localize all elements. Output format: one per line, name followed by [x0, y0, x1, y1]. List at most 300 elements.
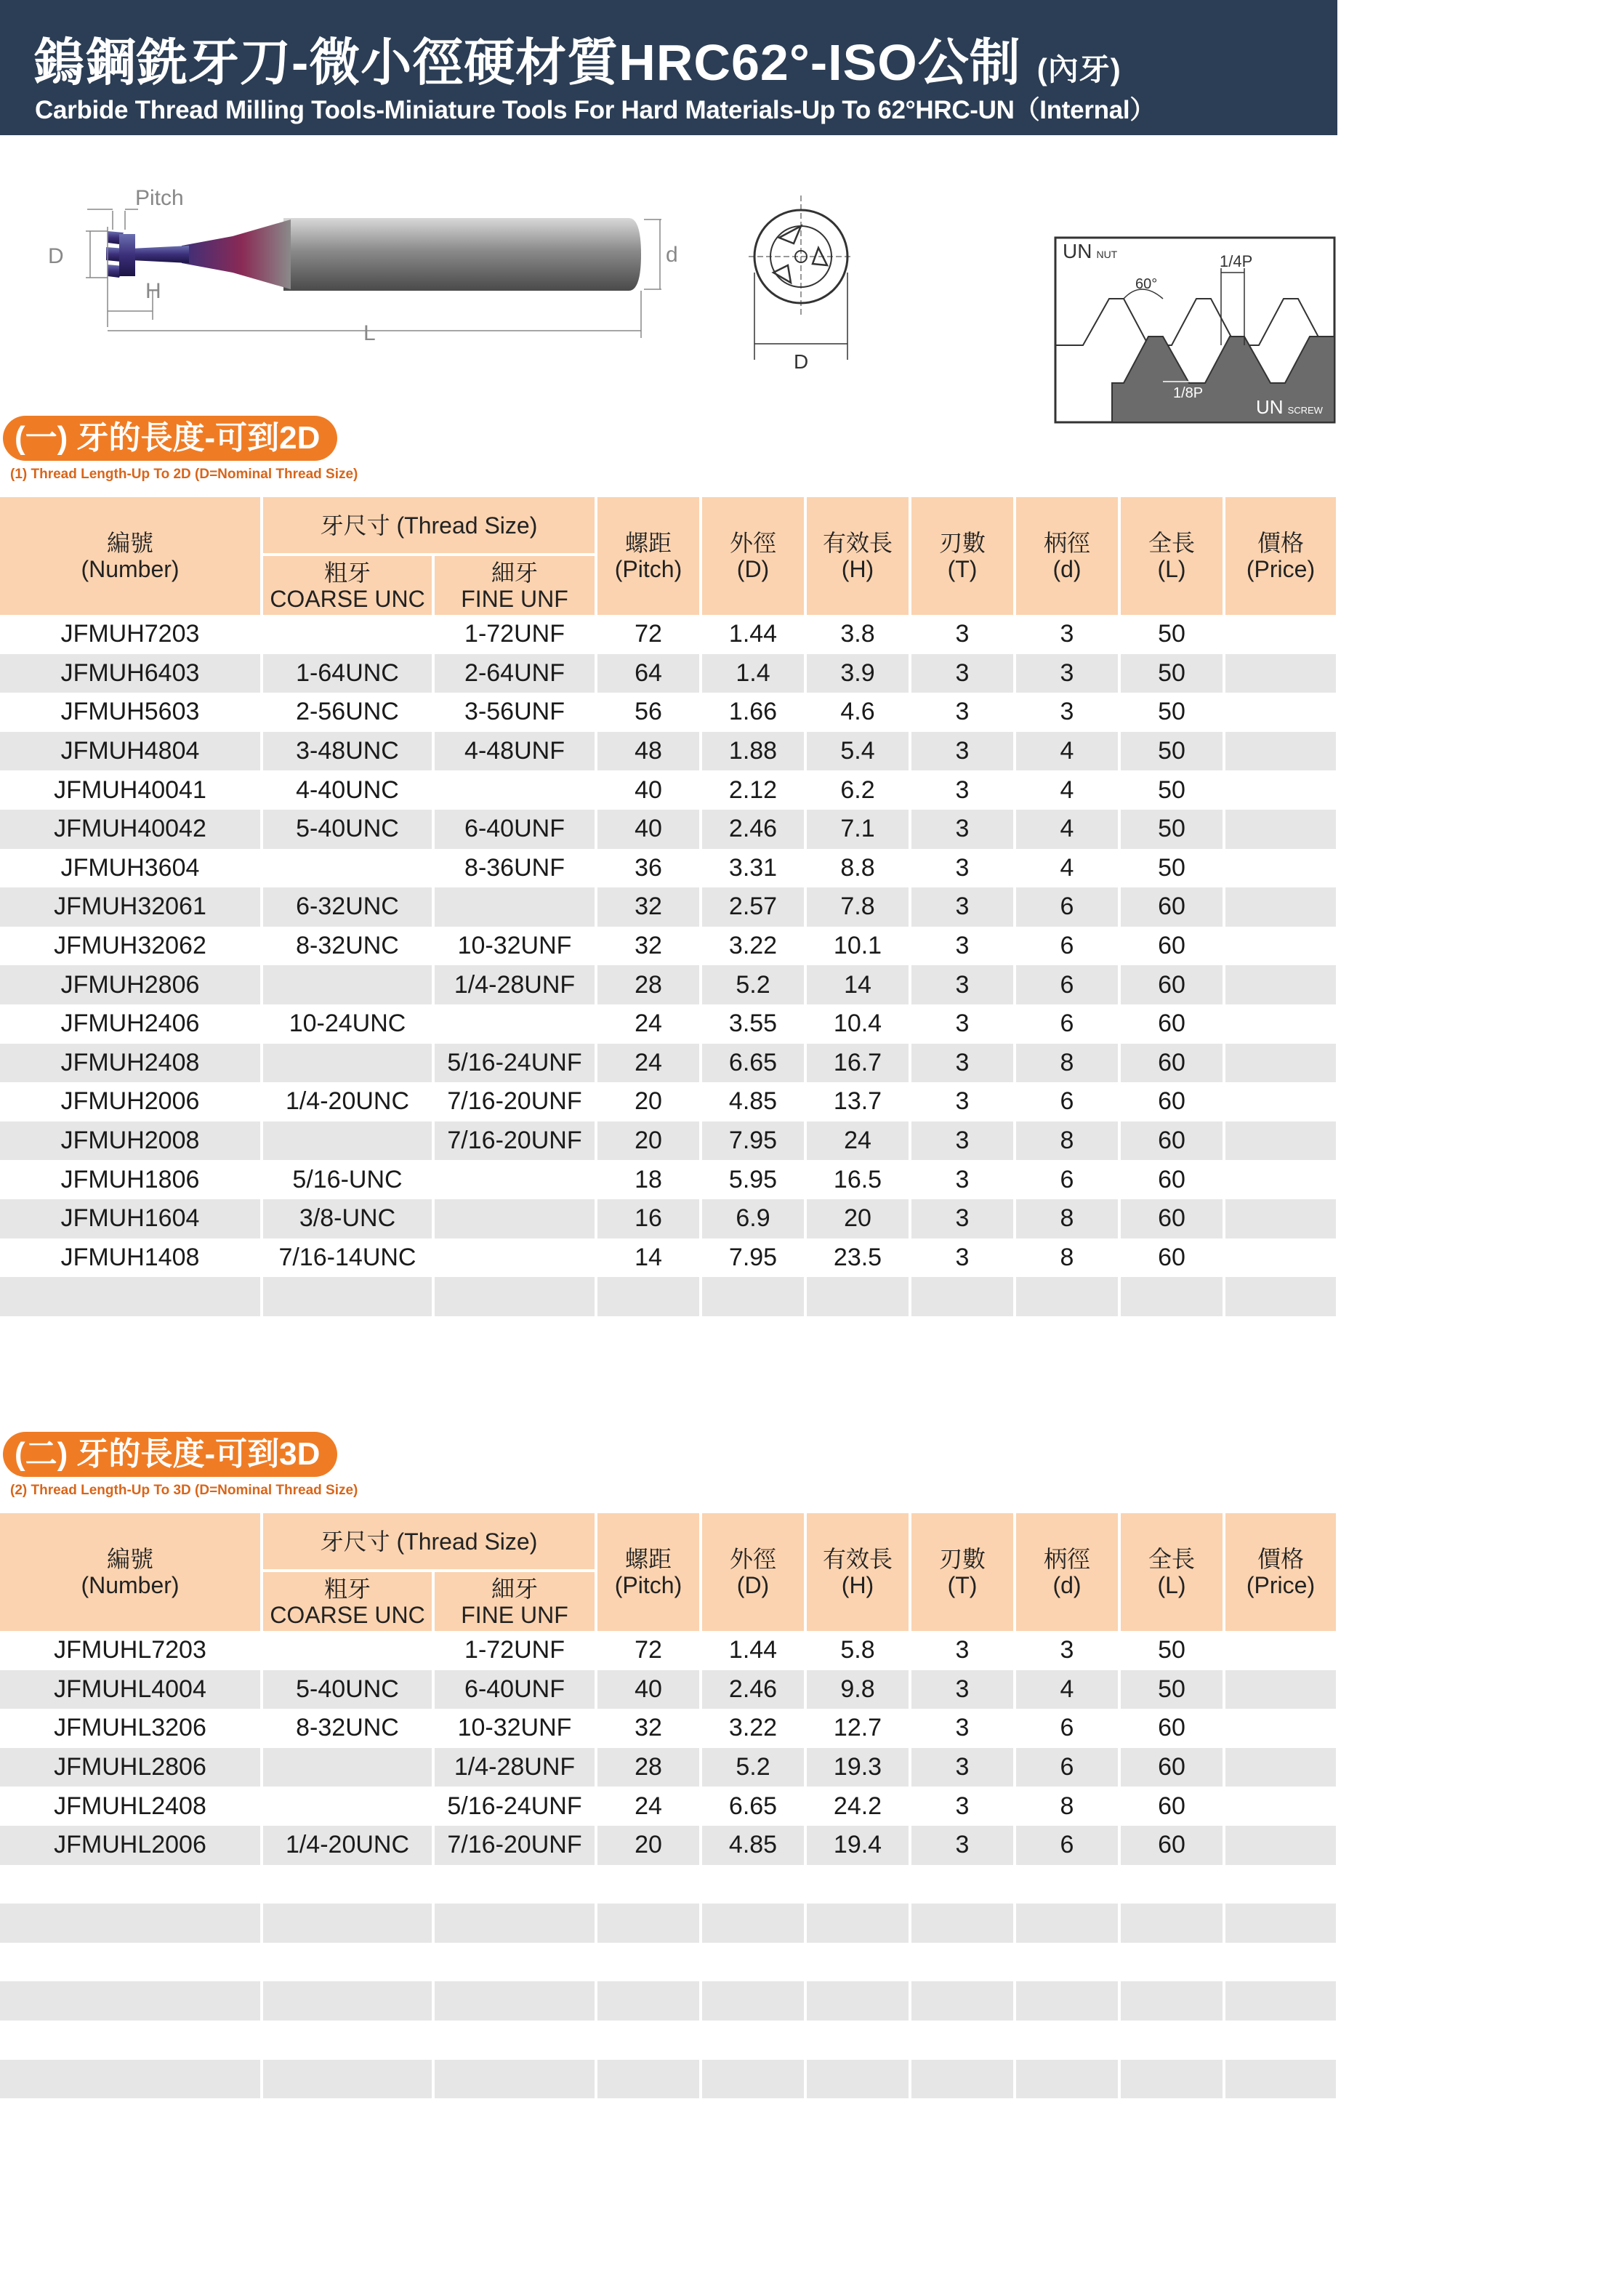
end-view-diagram [750, 193, 852, 373]
header-label: 粗牙 [323, 559, 371, 586]
cell-coarse: 8-32UNC [296, 932, 399, 960]
cell-price [1225, 1631, 1336, 1670]
header-d [702, 1513, 804, 1631]
cell-pitch [597, 1865, 699, 1904]
cell-shank: 6 [1016, 887, 1118, 927]
table-row [0, 2060, 1336, 2099]
cell-t: 3 [955, 1243, 970, 1271]
cell-number: JFMUH5603 [60, 698, 200, 726]
cell-coarse: 5-40UNC [263, 1670, 432, 1709]
table-row [0, 1709, 1336, 1748]
header-price [1225, 1513, 1336, 1631]
header-shank [1016, 1513, 1118, 1631]
cell-l: 50 [1121, 810, 1223, 849]
cell-coarse: 1/4-20UNC [285, 1087, 410, 1116]
cell-d: 5.2 [702, 965, 804, 1004]
header-pitch [597, 1513, 699, 1631]
cell-l [1121, 2021, 1223, 2060]
cell-pitch: 40 [597, 1670, 699, 1709]
cell-t: 3 [911, 732, 1013, 771]
table-row [0, 1238, 1336, 1278]
cell-fine: 5/16-24UNF [447, 1792, 582, 1820]
table-3d [0, 1513, 1336, 2098]
header-label: 全長 [1148, 530, 1195, 556]
cell-price [1225, 732, 1336, 771]
cell-shank [1016, 1981, 1118, 2021]
cell-shank: 3 [1060, 1636, 1074, 1664]
un-nut-label: UN NUT [1063, 240, 1118, 262]
cell-coarse [263, 1904, 432, 1943]
cell-d: 6.65 [702, 1044, 804, 1083]
cell-fine [435, 2060, 595, 2099]
header-h [807, 497, 909, 615]
cell-coarse [263, 1748, 432, 1787]
cell-shank: 3 [1060, 620, 1074, 648]
cell-pitch: 24 [635, 1010, 662, 1038]
header-d [702, 497, 804, 615]
table-row [0, 1981, 1336, 2021]
cell-coarse [263, 1943, 432, 1982]
header-label-en: (Number) [81, 1572, 180, 1598]
cell-coarse [263, 965, 432, 1004]
header-number [0, 497, 260, 615]
cell-number: JFMUH6403 [0, 654, 260, 693]
cell-shank: 8 [1060, 1243, 1074, 1271]
header-label: 細牙 [491, 559, 538, 586]
title-suffix: (內牙) [1036, 52, 1121, 86]
cell-fine [435, 1904, 595, 1943]
cell-coarse [263, 2060, 432, 2099]
cell-shank: 6 [1060, 932, 1074, 960]
cell-d: 1.44 [728, 620, 778, 648]
cell-l: 50 [1158, 776, 1185, 804]
cell-number: JFMUHL7203 [54, 1636, 206, 1664]
cell-fine: 10-32UNF [457, 1714, 572, 1742]
cell-price [1225, 2060, 1336, 2099]
table-row [0, 732, 1336, 771]
cell-l: 60 [1158, 1243, 1185, 1271]
header-label-en: (Number) [81, 556, 180, 582]
cell-d [702, 1981, 804, 2021]
cell-coarse [263, 1044, 432, 1083]
page-subtitle: Carbide Thread Milling Tools-Miniature Tools For Hard Materials-Up To 62°HRC-UN（Internal） [35, 96, 1156, 124]
cell-fine [435, 887, 595, 927]
cell-h [807, 1943, 909, 1982]
cell-d: 3.22 [728, 932, 778, 960]
cell-h [807, 1981, 909, 2021]
cell-pitch: 72 [635, 1636, 662, 1664]
cell-coarse [263, 1631, 432, 1670]
cell-coarse [263, 1787, 432, 1826]
cell-coarse [263, 1865, 432, 1904]
d-end-label: D [794, 350, 809, 373]
cell-d: 1.66 [728, 698, 778, 726]
cell-l: 60 [1121, 1044, 1223, 1083]
table-row [0, 1670, 1336, 1709]
cell-l: 50 [1158, 853, 1185, 882]
cell-h: 8.8 [840, 853, 875, 882]
cell-h: 3.8 [840, 620, 875, 648]
cell-pitch: 32 [635, 932, 662, 960]
cell-h: 10.4 [833, 1010, 882, 1038]
header-t [911, 1513, 1013, 1631]
cell-shank: 8 [1016, 1121, 1118, 1161]
cell-shank: 8 [1016, 1044, 1118, 1083]
cell-t: 3 [911, 1748, 1013, 1787]
header-fine [435, 1572, 595, 1631]
cell-fine: 5/16-24UNF [435, 1044, 595, 1083]
cell-price [1225, 1082, 1336, 1121]
un-screw-label: UN SCREW [1256, 396, 1323, 418]
table-row [0, 927, 1336, 966]
cell-price [1225, 615, 1336, 654]
cell-fine: 6-40UNF [435, 1670, 595, 1709]
cell-l [1121, 1277, 1223, 1316]
cell-coarse: 2-56UNC [296, 698, 399, 726]
cell-l: 60 [1158, 1010, 1185, 1038]
cell-h [807, 1904, 909, 1943]
table-header [0, 1513, 1336, 1631]
header-label-en: (d) [1052, 556, 1082, 582]
cell-coarse [263, 1121, 432, 1161]
header-label: 柄徑 [1043, 1546, 1090, 1572]
cell-price [1225, 927, 1336, 966]
cell-pitch [597, 1277, 699, 1316]
cell-d: 1.88 [702, 732, 804, 771]
cell-fine [435, 2021, 595, 2060]
table-row [0, 849, 1336, 888]
cell-d: 7.95 [702, 1121, 804, 1161]
header-label: 刃數 [938, 1546, 986, 1572]
table-row [0, 1631, 1336, 1670]
cell-d [702, 2021, 804, 2060]
header-price [1225, 497, 1336, 615]
table-row [0, 1748, 1336, 1787]
cell-coarse [263, 849, 432, 888]
header-label: 螺距 [624, 530, 672, 556]
cell-price [1225, 1670, 1336, 1709]
cell-shank [1016, 1277, 1118, 1316]
table-2d [0, 497, 1336, 1316]
cell-pitch: 32 [635, 1714, 662, 1742]
cell-fine: 3-56UNF [464, 698, 565, 726]
cell-h: 19.3 [807, 1748, 909, 1787]
header-label-en: (L) [1157, 556, 1186, 582]
cell-shank: 6 [1060, 1165, 1074, 1193]
header-label-en: (D) [736, 1572, 770, 1598]
table-row [0, 1787, 1336, 1826]
cell-coarse: 3/8-UNC [263, 1199, 432, 1238]
cell-l [1121, 1943, 1223, 1982]
cell-number: JFMUH32062 [54, 932, 206, 960]
cell-coarse: 10-24UNC [289, 1010, 406, 1038]
cell-fine: 2-64UNF [435, 654, 595, 693]
cell-pitch: 14 [635, 1243, 662, 1271]
cell-t: 3 [955, 853, 970, 882]
header-label: 價格 [1257, 530, 1304, 556]
cell-h [807, 2060, 909, 2099]
cell-t [911, 1943, 1013, 1982]
cell-l: 50 [1158, 1636, 1185, 1664]
header-number [0, 1513, 260, 1631]
cell-price [1225, 693, 1336, 732]
cell-h: 7.8 [807, 887, 909, 927]
cell-shank: 4 [1016, 732, 1118, 771]
table-header [0, 497, 1336, 615]
cell-pitch: 40 [635, 776, 662, 804]
cell-pitch: 40 [597, 810, 699, 849]
header-pitch [597, 497, 699, 615]
header-label: 柄徑 [1043, 530, 1090, 556]
header-l [1121, 497, 1223, 615]
cell-h: 5.8 [840, 1636, 875, 1664]
header-label: 刃數 [938, 530, 986, 556]
cell-fine [435, 1160, 595, 1199]
cell-fine: 7/16-20UNF [435, 1121, 595, 1161]
cell-shank [1016, 1943, 1118, 1982]
cell-h: 24 [807, 1121, 909, 1161]
header-label-en: FINE UNF [461, 585, 568, 612]
cell-pitch: 36 [635, 853, 662, 882]
cell-pitch: 32 [597, 887, 699, 927]
cell-price [1225, 1238, 1336, 1278]
table-row [0, 770, 1336, 810]
cell-shank: 6 [1060, 1010, 1074, 1038]
cell-number: JFMUHL4004 [0, 1670, 260, 1709]
cell-number: JFMUH2806 [0, 965, 260, 1004]
cell-d [702, 2060, 804, 2099]
cell-number: JFMUH2408 [0, 1044, 260, 1083]
table-row [0, 1904, 1336, 1943]
cell-shank: 6 [1060, 1087, 1074, 1116]
cell-price [1225, 1748, 1336, 1787]
cell-number: JFMUHL2006 [0, 1826, 260, 1865]
header-label-en: (T) [947, 556, 978, 582]
cell-l: 60 [1121, 1121, 1223, 1161]
cell-l [1121, 1865, 1223, 1904]
cell-t [911, 1277, 1013, 1316]
header-shank [1016, 497, 1118, 615]
cell-h: 3.9 [807, 654, 909, 693]
cell-shank: 4 [1016, 810, 1118, 849]
cell-l: 60 [1158, 1165, 1185, 1193]
section2-note: (2) Thread Length-Up To 3D (D=Nominal Thread Size) [10, 1483, 358, 1498]
cell-number: JFMUHL2408 [54, 1792, 206, 1820]
cell-fine [435, 770, 595, 810]
header-label: 有效長 [822, 1546, 893, 1572]
cell-fine: 6-40UNF [435, 810, 595, 849]
cell-number: JFMUH4804 [0, 732, 260, 771]
cell-t: 3 [955, 1010, 970, 1038]
cell-shank [1016, 2021, 1118, 2060]
cell-fine: 10-32UNF [457, 932, 572, 960]
cell-pitch: 56 [635, 698, 662, 726]
cell-number [0, 1904, 260, 1943]
cell-coarse: 3-48UNC [263, 732, 432, 771]
title-main: 鎢鋼銑牙刀-微小徑硬材質HRC62°-ISO公制 [33, 34, 1021, 91]
cell-number: JFMUH40041 [54, 776, 206, 804]
header-h [807, 1513, 909, 1631]
cell-price [1225, 2021, 1336, 2060]
header-label: 牙尺寸 (Thread Size) [320, 1528, 538, 1555]
cell-number [0, 1943, 260, 1982]
cell-fine [435, 1981, 595, 2021]
cell-t: 3 [911, 1670, 1013, 1709]
quarter-p-label: 1/4P [1220, 252, 1253, 270]
cell-t: 3 [911, 887, 1013, 927]
cell-shank: 4 [1016, 1670, 1118, 1709]
table-row [0, 654, 1336, 693]
cell-price [1225, 1004, 1336, 1044]
cell-d: 3.31 [728, 853, 778, 882]
cell-h: 6.2 [840, 776, 875, 804]
cell-l: 60 [1121, 1748, 1223, 1787]
cell-d: 3.22 [728, 1714, 778, 1742]
cell-price [1225, 1121, 1336, 1161]
cell-pitch: 72 [635, 620, 662, 648]
header-thread-size [263, 497, 595, 553]
table-row [0, 1826, 1336, 1865]
cell-h [807, 1865, 909, 1904]
cell-price [1225, 1981, 1336, 2021]
cell-l: 50 [1121, 732, 1223, 771]
cell-pitch: 28 [597, 1748, 699, 1787]
cell-coarse [263, 1277, 432, 1316]
cell-shank: 6 [1016, 965, 1118, 1004]
cell-fine: 1/4-28UNF [435, 1748, 595, 1787]
table-row [0, 965, 1336, 1004]
header-label-en: (Pitch) [614, 1572, 682, 1598]
cell-h: 13.7 [833, 1087, 882, 1116]
cell-l [1121, 1981, 1223, 2021]
cell-number [0, 1277, 260, 1316]
cell-shank: 6 [1016, 1826, 1118, 1865]
cell-fine: 1-72UNF [464, 620, 565, 648]
angle-label: 60° [1135, 276, 1158, 292]
cell-fine [435, 1004, 595, 1044]
cell-d: 5.2 [702, 1748, 804, 1787]
cell-d: 1.4 [702, 654, 804, 693]
header-thread-size [263, 1513, 595, 1569]
cell-h [807, 1277, 909, 1316]
cell-number [0, 1865, 260, 1904]
cell-coarse: 7/16-14UNC [278, 1243, 416, 1271]
cell-price [1225, 849, 1336, 888]
cell-price [1225, 1709, 1336, 1748]
cell-fine [435, 1277, 595, 1316]
header-label-en: FINE UNF [461, 1601, 568, 1628]
cell-d: 2.46 [702, 810, 804, 849]
table-row [0, 1004, 1336, 1044]
cell-coarse: 8-32UNC [296, 1714, 399, 1742]
cell-shank: 8 [1060, 1792, 1074, 1820]
pitch-label: Pitch [135, 186, 184, 210]
cell-l [1121, 2060, 1223, 2099]
cell-h: 14 [807, 965, 909, 1004]
cell-d [702, 1865, 804, 1904]
cell-coarse: 1-64UNC [263, 654, 432, 693]
cell-d: 6.65 [728, 1792, 778, 1820]
header-label: 有效長 [822, 530, 893, 556]
cell-pitch [597, 1943, 699, 1982]
cell-t: 3 [911, 1199, 1013, 1238]
cell-number [0, 1981, 260, 2021]
cell-price [1225, 887, 1336, 927]
cell-l: 60 [1121, 887, 1223, 927]
cell-price [1225, 770, 1336, 810]
header-label-en: (H) [841, 1572, 874, 1598]
cell-pitch: 20 [597, 1121, 699, 1161]
cell-t [911, 1904, 1013, 1943]
eighth-p-label: 1/8P [1173, 385, 1204, 401]
cell-t: 3 [911, 1044, 1013, 1083]
cell-t: 3 [911, 654, 1013, 693]
cell-d: 4.85 [728, 1087, 778, 1116]
page-header [0, 0, 1337, 135]
cell-d [702, 1943, 804, 1982]
cell-price [1225, 810, 1336, 849]
table-row [0, 2021, 1336, 2060]
cell-number [0, 2060, 260, 2099]
cell-price [1225, 654, 1336, 693]
cell-price [1225, 1943, 1336, 1982]
header-label: 粗牙 [323, 1575, 371, 1602]
cell-shank: 3 [1060, 698, 1074, 726]
table-row [0, 1277, 1336, 1316]
section2-pill: (二) 牙的長度-可到3D [3, 1432, 337, 1477]
cell-shank: 4 [1060, 853, 1074, 882]
header-label: 編號 [106, 1546, 153, 1572]
cell-l: 60 [1121, 965, 1223, 1004]
section1-pill: (一) 牙的長度-可到2D [3, 416, 337, 461]
cell-fine: 1/4-28UNF [435, 965, 595, 1004]
header-t [911, 497, 1013, 615]
cell-h: 5.4 [807, 732, 909, 771]
d-shank-label: d [666, 243, 678, 267]
header-label-en: (T) [947, 1572, 978, 1598]
table-row [0, 1044, 1336, 1083]
cell-l: 50 [1121, 1670, 1223, 1709]
cell-pitch [597, 1981, 699, 2021]
header-label: 全長 [1148, 1546, 1195, 1572]
cell-pitch: 18 [635, 1165, 662, 1193]
cell-coarse: 6-32UNC [263, 887, 432, 927]
cell-t: 3 [955, 932, 970, 960]
cell-t: 3 [955, 1714, 970, 1742]
cell-h: 9.8 [807, 1670, 909, 1709]
table-row [0, 887, 1336, 927]
header-label-en: (D) [736, 556, 770, 582]
cell-t: 3 [955, 1636, 970, 1664]
cell-shank: 3 [1016, 654, 1118, 693]
cell-h: 19.4 [807, 1826, 909, 1865]
cell-pitch: 20 [597, 1826, 699, 1865]
cell-d: 2.12 [728, 776, 778, 804]
cell-t: 3 [911, 965, 1013, 1004]
header-label: 牙尺寸 (Thread Size) [320, 512, 538, 539]
cell-number: JFMUHL2806 [0, 1748, 260, 1787]
cell-number: JFMUH32061 [0, 887, 260, 927]
cell-fine [435, 1199, 595, 1238]
header-label-en: COARSE UNC [270, 585, 425, 612]
cell-l: 60 [1158, 1792, 1185, 1820]
cell-fine: 8-36UNF [464, 853, 565, 882]
cell-d: 6.9 [702, 1199, 804, 1238]
cell-number: JFMUH40042 [0, 810, 260, 849]
cell-l: 60 [1158, 1714, 1185, 1742]
cell-d: 7.95 [728, 1243, 778, 1271]
header-label: 外徑 [729, 1546, 776, 1572]
